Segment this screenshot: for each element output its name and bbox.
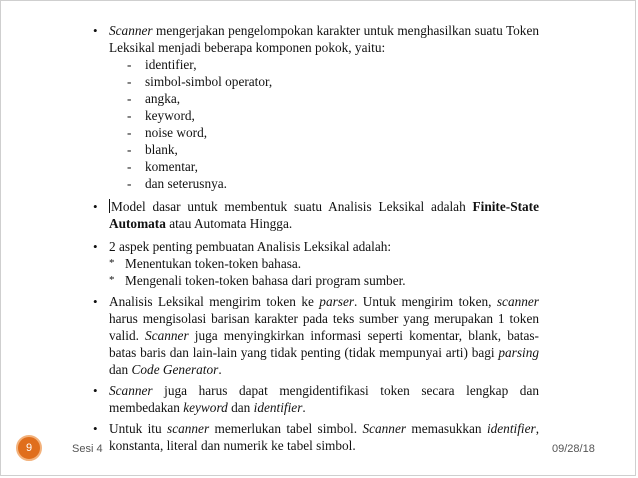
bullet-text: juga harus dapat mengidentifikasi token secara lengkap dan membedakan bbox=[109, 383, 539, 415]
italic-term: Code Generator bbox=[131, 362, 219, 377]
list-item: - noise word, bbox=[127, 124, 539, 141]
bullet-text: mengerjakan pengelompokan karakter untuk menghasilkan suatu Token Leksikal menjadi beberapa komponen pokok, yaitu: bbox=[109, 23, 539, 55]
bullet-text: dan bbox=[227, 400, 254, 415]
italic-term: keyword bbox=[183, 400, 228, 415]
date-label: 09/28/18 bbox=[552, 443, 595, 455]
list-item: - blank, bbox=[127, 141, 539, 158]
bullet-model-dasar[interactable] bbox=[93, 198, 539, 232]
text-cursor bbox=[109, 199, 110, 213]
italic-term: scanner bbox=[496, 294, 539, 309]
bullet-text: Model dasar untuk membentuk suatu Analisis Leksikal adalah bbox=[111, 199, 473, 214]
list-item: - keyword, bbox=[127, 107, 539, 124]
bullet-text: . bbox=[218, 362, 222, 377]
page-number-badge: 9 bbox=[16, 435, 42, 461]
bullet-text: Untuk itu bbox=[109, 421, 168, 436]
bullet-scanner-grouping bbox=[93, 22, 539, 56]
bullet-text: 2 aspek penting pembuatan Analisis Leksikal adalah: bbox=[109, 239, 392, 254]
bullet-text: memasukkan bbox=[406, 421, 487, 436]
session-label: Sesi 4 bbox=[72, 443, 103, 455]
italic-term: scanner bbox=[167, 421, 210, 436]
bullet-text: dan bbox=[109, 362, 132, 377]
italic-term: parsing bbox=[498, 345, 539, 360]
bullet-tabel-simbol bbox=[93, 420, 539, 454]
italic-term: Scanner bbox=[109, 383, 153, 398]
scanner-term: Scanner bbox=[109, 23, 153, 38]
list-item: * Mengenali token-token bahasa dari program sumber. bbox=[109, 272, 539, 289]
italic-term: Scanner bbox=[362, 421, 407, 436]
bullet-text: harus mengisolasi barisan karakter pada teks sumber yang merupakan 1 token valid. bbox=[109, 311, 539, 343]
slide-content bbox=[93, 22, 539, 454]
list-item: - komentar, bbox=[127, 158, 539, 175]
list-item: - dan seterusnya. bbox=[127, 175, 539, 192]
italic-term: parser bbox=[319, 294, 355, 309]
component-list bbox=[93, 56, 539, 192]
bold-term: Finite-State Automata bbox=[109, 199, 539, 231]
list-item: - simbol-simbol operator, bbox=[127, 73, 539, 90]
italic-term: Scanner bbox=[145, 328, 189, 343]
bullet-aspek-penting bbox=[93, 238, 539, 255]
bullet-text: Analisis Leksikal mengirim token ke bbox=[109, 294, 320, 309]
bullet-text: atau Automata Hingga. bbox=[165, 216, 293, 231]
italic-term: identifier bbox=[486, 421, 536, 436]
bullet-text: memerlukan tabel simbol. bbox=[209, 421, 363, 436]
italic-term: identifier bbox=[253, 400, 303, 415]
list-item: - angka, bbox=[127, 90, 539, 107]
bullet-analisis-leksikal bbox=[93, 293, 539, 378]
bullet-text: . Untuk mengirim token, bbox=[354, 294, 497, 309]
bullet-text: , konstanta, literal dan numerik ke tabel simbol. bbox=[109, 421, 540, 453]
list-item: - identifier, bbox=[127, 56, 539, 73]
bullet-scanner-identify bbox=[93, 382, 539, 416]
bullet-text: . bbox=[302, 400, 306, 415]
aspect-list bbox=[93, 255, 539, 289]
list-item: * Menentukan token-token bahasa. bbox=[109, 255, 539, 272]
bullet-text: juga menyingkirkan informasi seperti komentar, blank, batas-batas baris dan lain-lain yang tidak penting (tidak mempunyai arti) bagi bbox=[109, 328, 539, 360]
